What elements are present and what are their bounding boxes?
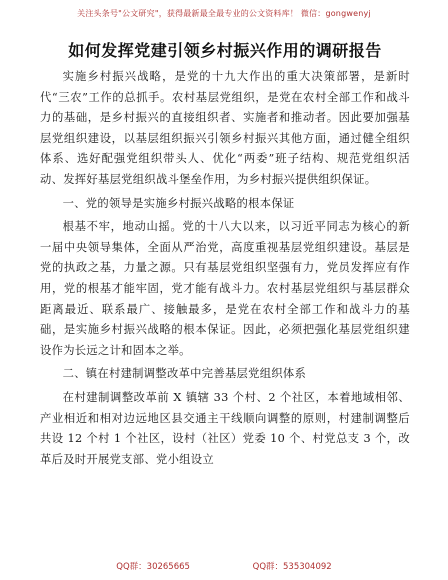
section-1-paragraph: 根基不牢，地动山摇。党的十八大以来，以习近平同志为核心的新一届中央领导集体，全面从严治党，高度重视基层党组织建设。基层是党的执政之基，力量之源。只有基层党组织坚强有力，党员发挥应有作用，党的根基才能牢固，党才能有战斗力。农村基层党组织与基层群众距离最近、联系最广、接触最多，是党在农村全部工作和战斗力的基础，是实施乡村振兴战略的根本保证。因此，必须把强化基层党组织建设作为长远之计和固本之举。 <box>40 220 410 357</box>
qq-group-2: QQ群：535304092 <box>252 562 332 572</box>
qq-group-1: QQ群：30265665 <box>116 562 190 572</box>
intro-paragraph: 实施乡村振兴战略，是党的十九大作出的重大决策部署，是新时代“三农”工作的总抓手。农村基层党组织，是党在农村全部工作和战斗力的基础，是乡村振兴的直接组织者、实施者和推动者。因此要加强基层党组织建设，以基层组织振兴引领乡村振兴其他方面，通过健全组织体系、选好配强党组织带头人、优化“两委”班子结构、规范党组织活动、发挥好基层党组织战斗堡垒作用，为乡村振兴提供组织保证。 <box>40 70 410 186</box>
document-title: 如何发挥党建引领乡村振兴作用的调研报告 <box>68 41 382 60</box>
document-page <box>40 38 410 470</box>
section-2-paragraph: 在村建制调整改革前 X 镇辖 33 个村、2 个社区，本着地域相邻、产业相近和相对边远地区县交通主干线顺向调整的原则，村建制调整后共设 12 个村 1 个社区，设村（社区）党委 10 个、村党总支 3 个，改革后及时开展党支部、党小组设立 <box>40 390 410 466</box>
section-heading-1: 一、党的领导是实施乡村振兴战略的根本保证 <box>62 196 295 210</box>
section-heading-2: 二、镇在村建制调整改革中完善基层党组织体系 <box>62 367 307 381</box>
promo-banner: 关注头条号"公文研究"，获得最新最全最专业的公文资料库！ 微信：gongwenyj <box>77 9 371 18</box>
footer-contact <box>0 560 448 572</box>
